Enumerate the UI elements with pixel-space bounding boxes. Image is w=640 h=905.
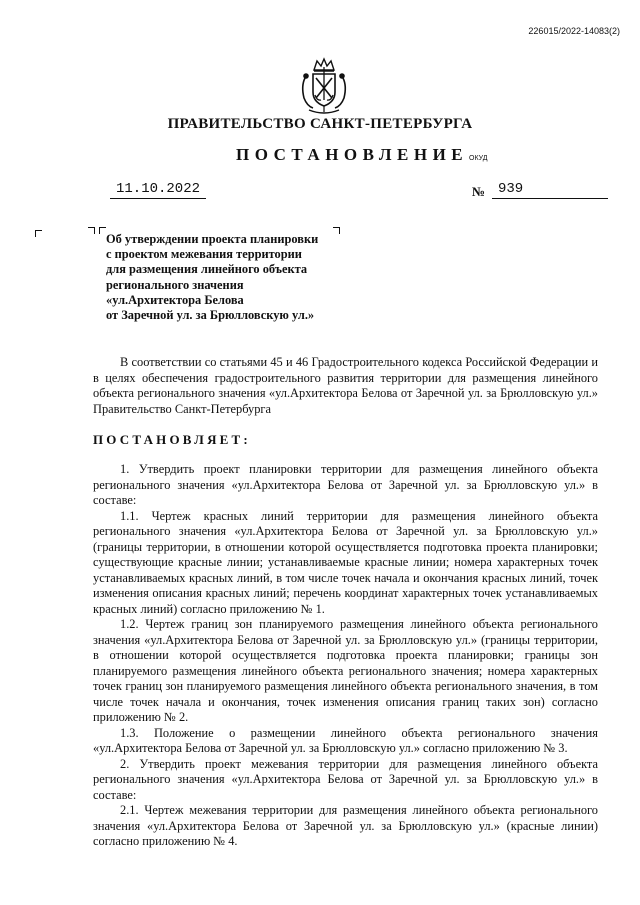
corner-mark (35, 230, 42, 237)
decree-item: 1.3. Положение о размещении линейного объекта регионального значения «ул.Архитектора Белова от Заречной ул. за Брюлловскую ул.» согласно приложению № 3. (93, 725, 598, 755)
st-petersburg-coat-of-arms-icon (299, 56, 349, 116)
subject-line: «ул.Архитектора Белова (106, 292, 244, 307)
decree-item: 2. Утвердить проект межевания территории для размещения линейного объекта регионального значения «ул.Архитектора Белова от Заречной ул. за Брюлловскую ул.» в составе: (93, 756, 598, 802)
subject-line: от Заречной ул. за Брюлловскую ул.» (106, 308, 315, 323)
okud-label: ОКУД (469, 155, 488, 162)
preamble-paragraph: В соответствии со статьями 45 и 46 Градостроительного кодекса Российской Федерации и в целях обеспечения градостроительного развития территории для размещения линейного объекта регионального значения «ул.Архитектора Белова от Заречной ул. за Брюлловскую ул.» Правительство Санкт-Петербурга (93, 355, 598, 416)
decree-number: 939 (492, 181, 608, 199)
decree-subject (106, 232, 346, 323)
decree-item: 1.1. Чертеж красных линий территории для размещения линейного объекта регионального значения «ул.Архитектора Белова от Заречной ул. за Брюлловскую ул.» (границы территории, в отношении которой осуществляется подготовка проекта планировки; существующие красные линии; устанавливаемые красные линии; номера характерных точек устанавливаемых красных линий, в том числе точек начала и окончания красных линий, точек изменения описания красных линий; перечень координат характерных точек устанавливаемых красных линий) согласно приложению № 1. (93, 508, 598, 616)
decree-items (93, 462, 598, 850)
subject-line: Об утверждении проекта планировки (106, 232, 319, 246)
subject-line: с проектом межевания территории (106, 247, 302, 262)
corner-mark (88, 227, 95, 234)
corner-mark (99, 227, 106, 234)
number-sign: № (472, 184, 486, 199)
decree-item: 2.1. Чертеж межевания территории для размещения линейного объекта регионального значения «ул.Архитектора Белова от Заречной ул. за Брюлловскую ул.» (красные линии) согласно приложению № 4. (93, 803, 598, 848)
subject-line: регионального значения (106, 277, 244, 292)
decree-item: 1. Утвердить проект планировки территории для размещения линейного объекта регионального значения «ул.Архитектора Белова от Заречной ул. за Брюлловскую ул.» в составе: (93, 462, 598, 507)
decree-item: 1.2. Чертеж границ зон планируемого размещения линейного объекта регионального значения «ул.Архитектора Белова от Заречной ул. за Брюлловскую ул.» (границы территории, в отношении которой осуществляется подготовка проекта планировки; границы зон планируемого размещения линейного объекта регионального значения; номера характерных точек границ зон планируемого размещения линейного объекта регионального значения, в том числе точек начала и окончания, точек изменения описания границ таких зон) согласно приложению № 2. (93, 617, 598, 724)
subject-line: для размещения линейного объекта (106, 262, 308, 277)
government-title: ПРАВИТЕЛЬСТВО САНКТ-ПЕТЕРБУРГА (167, 116, 473, 132)
resolves-heading: ПОСТАНОВЛЯЕТ: (93, 432, 251, 447)
decree-title: ПОСТАНОВЛЕНИЕ (236, 145, 469, 164)
decree-date: 11.10.2022 (110, 181, 206, 199)
document-number: 226015/2022-14083(2) (528, 26, 620, 36)
